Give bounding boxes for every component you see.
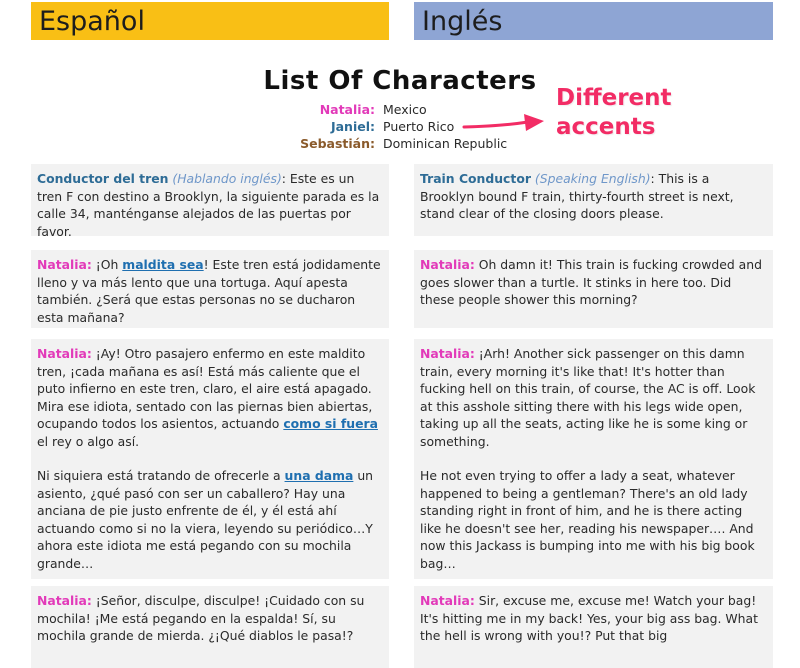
dialogue-en-4 [414,586,773,668]
speaker-label: Natalia: [37,593,92,608]
dialogue-text: : This is a Brooklyn bound F train, thirty-fourth street is next, stand clear of the closing doors please. [420,171,734,221]
speaker-note: (Hablando inglés) [172,171,282,186]
character-natalia [0,101,800,118]
different-accents-callout [556,84,672,142]
vocab-link-como-si-fuera[interactable]: como si fuera [283,416,378,431]
speaker-label: Train Conductor [420,171,531,186]
dialogue-en-3 [414,339,773,579]
dialogue-es-2 [31,250,389,328]
speaker-label: Natalia: [420,257,475,272]
dialogue-text: ! Este tren está jodidamente lleno y va más lento que una tortuga. Aquí apesta también. ¿Será que estas personas no se ducharon esta mañana? [37,257,381,325]
dialogue-es-3 [31,339,389,579]
dialogue-text: He not even trying to offer a lady a seat, whatever happened to being a gentleman? There's an old lady standing right in front of him, and he is there acting like he doesn't see her, reading his newspaper…. And now this Jackass is bumping into me with his big book bag… [420,468,755,571]
character-place: Puerto Rico [383,119,455,134]
vocab-link-maldita-sea[interactable]: maldita sea [122,257,204,272]
speaker-label: Natalia: [420,346,475,361]
header-espanol: Español [31,2,389,40]
speaker-label: Conductor del tren [37,171,169,186]
character-place: Mexico [383,102,427,117]
dialogue-text: Oh damn it! This train is fucking crowded and goes slower than a turtle. It stinks in here too. Did these people shower this morning? [420,257,762,307]
dialogue-text: un asiento, ¿qué pasó con ser un caballero? Hay una anciana de pie justo enfrente de él, y él está ahí actuando como si no la viera, leyendo su periódico…Y ahora este idiota me está pegando con su mochila grande… [37,468,374,571]
page-title: List Of Characters [263,66,537,96]
dialogue-text: : Este es un tren F con destino a Brooklyn, la siguiente parada es la calle 34, manténganse alejados de las puertas por favor. [37,171,380,239]
callout-line-1: Different [556,85,672,111]
header-ingles: Inglés [414,2,773,40]
speaker-note: (Speaking English) [534,171,651,186]
vocab-link-una-dama[interactable]: una dama [284,468,354,483]
dialogue-es-4 [31,586,389,668]
speaker-label: Natalia: [37,346,92,361]
callout-line-2: accents [556,114,656,140]
arrow-right-icon [462,112,546,136]
character-list [0,101,800,152]
character-place: Dominican Republic [383,136,508,151]
character-janiel [0,118,800,135]
dialogue-text: ¡Oh [91,257,123,272]
character-name: Natalia: [319,102,375,117]
dialogue-text: el rey o algo así. [37,433,140,449]
character-name: Sebastián: [300,136,375,151]
speaker-label: Natalia: [420,593,475,608]
character-sebastian [0,135,800,152]
dialogue-en-1 [414,164,773,236]
dialogue-text: Ni siquiera está tratando de ofrecerle a [37,468,285,483]
dialogue-text: Sir, excuse me, excuse me! Watch your bag! It's hitting me in my back! Yes, your big ass bag. What the hell is wrong with you!? Put that big [420,593,758,643]
dialogue-text: ¡Señor, disculpe, disculpe! ¡Cuidado con su mochila! ¡Me está pegando en la espalda! Sí, su mochila grande de mierda. ¿¡Qué diablos le pasa!? [37,593,365,643]
speaker-label: Natalia: [37,257,92,272]
dialogue-en-2 [414,250,773,328]
dialogue-text: ¡Arh! Another sick passenger on this damn train, every morning it's like that! It's hotter than fucking hell on this train, of course, the AC is off. Look at this asshole sitting there with his legs wide open, taking up all the seats, acting like he is some king or something. [420,346,756,449]
dialogue-text: ¡Ay! Otro pasajero enfermo en este maldito tren, ¡cada mañana es así! Está más caliente que el puto infierno en este tren, claro, el aire está apagado. Mira ese idiota, sentado con las piernas bien abiertas, ocupando todos los asientos, actuando [37,346,373,431]
character-name: Janiel: [330,119,375,134]
dialogue-es-1 [31,164,389,239]
